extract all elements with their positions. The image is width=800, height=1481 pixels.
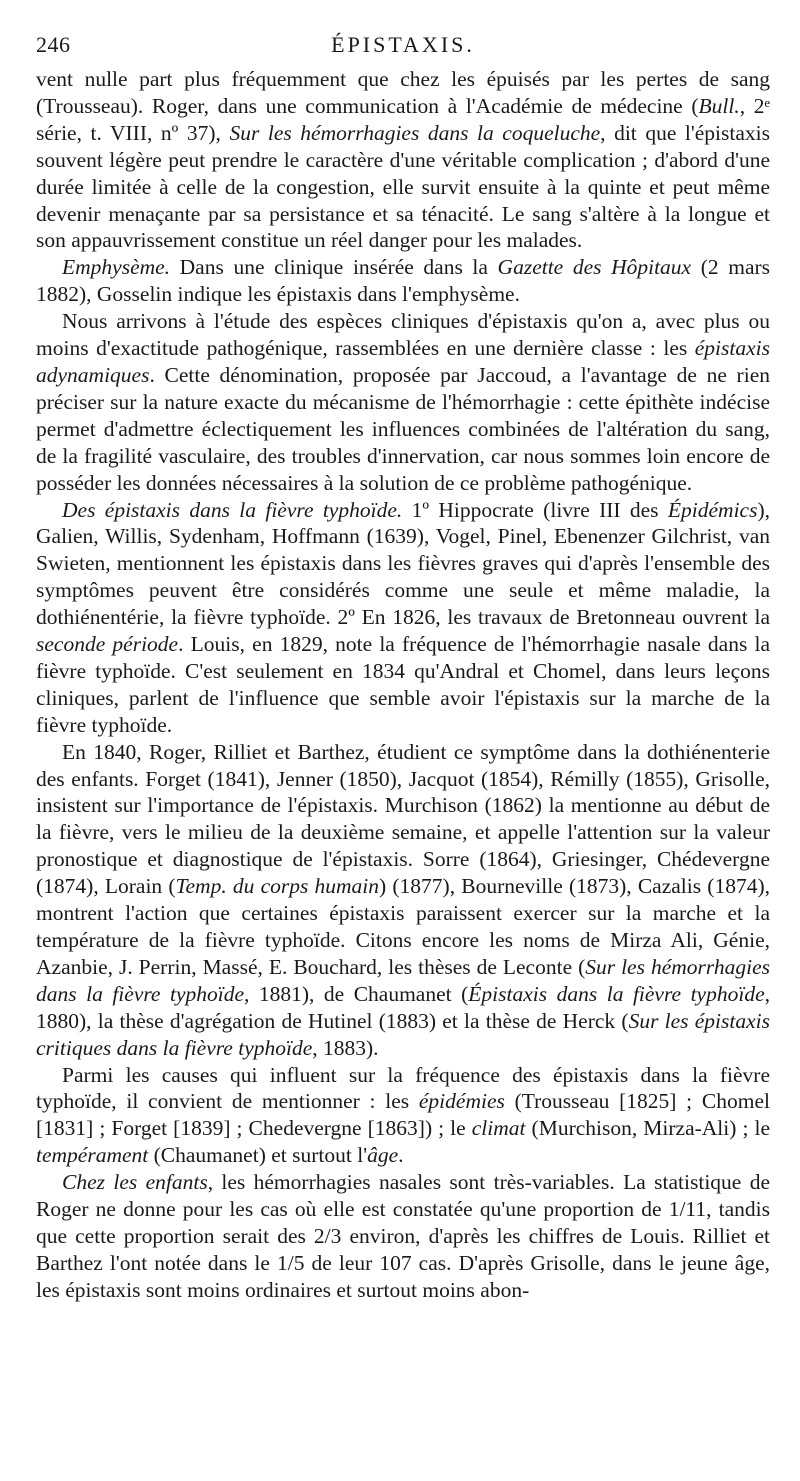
text-run: , 1881), de Chaumanet (	[244, 981, 469, 1006]
italic-text: épistaxis adynamiques	[36, 336, 770, 387]
paragraph	[36, 66, 770, 254]
text-run: vent nulle part plus fréquemment que chez les épuisés par les pertes de sang (Trousseau). Roger, dans une communication à l'Académie de médecine (	[36, 67, 770, 118]
italic-text: Épistaxis dans la fièvre typhoïde	[468, 981, 765, 1006]
italic-text: Sur les hémorrhagies dans la coqueluche	[229, 120, 601, 145]
italic-text: climat	[471, 1116, 526, 1141]
text-run: , 2ᵉ série, t. VIII, nº 37),	[36, 93, 770, 145]
text-run: Nous arrivons à l'étude des espèces cliniques d'épistaxis qu'on a, avec plus ou moins d'exactitude pathogénique, rassemblées en une dernière classe : les	[36, 309, 770, 361]
italic-text: épidémies	[418, 1089, 505, 1114]
paragraph	[36, 1062, 770, 1170]
paragraph	[36, 1169, 770, 1304]
text-run: (Murchison, Mirza-Ali) ; le	[525, 1116, 770, 1141]
text-run: (Chaumanet) et surtout l'	[148, 1143, 368, 1168]
text-run: . Louis, en 1829, note la fréquence de l'hémorrhagie nasale dans la fièvre typhoïde. C'est seulement en 1834 qu'Andral et Chomel, dans leurs leçons cliniques, parlent de l'influence que semble avoir l'épistaxis sur la marche de la fièvre typhoïde.	[36, 632, 771, 737]
italic-text: tempérament	[36, 1143, 149, 1168]
paragraph	[36, 308, 770, 496]
italic-text: Sur les épistaxis critiques dans la fièvre typhoïde	[36, 1008, 770, 1060]
italic-text: seconde période	[36, 632, 179, 657]
paragraph	[36, 739, 770, 1062]
body-text	[36, 66, 770, 1304]
running-title: ÉPISTAXIS.	[331, 32, 475, 57]
page-number: 246	[36, 32, 71, 57]
text-run: 1º Hippocrate (livre III des	[402, 497, 668, 522]
italic-text: Chez les enfants	[62, 1170, 208, 1195]
italic-text: Gazette des Hôpitaux	[497, 255, 692, 280]
text-run: Dans une clinique insérée dans la	[170, 255, 498, 280]
italic-text: Épidémics	[667, 497, 758, 522]
text-run: Parmi les causes qui influent sur la fréquence des épistaxis dans la fièvre typhoïde, il convient de mentionner : les	[36, 1062, 770, 1114]
text-run: . Cette dénomination, proposée par Jaccoud, a l'avantage de ne rien préciser sur la nature exacte du mécanisme de l'hémorrhagie : cette épithète indécise permet d'admettre éclectiquement les influences combinées de l'altération du sang, de la fragilité vasculaire, des troubles d'innervation, car nous sommes loin encore de posséder les données nécessaires à la solution de ce problème pathogénique.	[36, 362, 770, 495]
italic-text: Emphysème.	[62, 255, 171, 280]
italic-text: Des épistaxis dans la fièvre typhoïde.	[62, 497, 403, 522]
text-run: , 1883).	[312, 1035, 379, 1060]
italic-text: Sur les hémorrhagies dans la fièvre typhoïde	[36, 954, 770, 1006]
italic-text: âge	[367, 1143, 399, 1168]
paragraph	[36, 497, 770, 739]
italic-text: Temp. du corps humain	[175, 874, 380, 899]
italic-text: Bull.	[698, 93, 740, 118]
text-run: (Trousseau [1825] ; Chomel [1831] ; Forget [1839] ; Chedevergne [1863]) ; le	[36, 1089, 770, 1141]
text-run: En 1840, Roger, Rilliet et Barthez, étudient ce symptôme dans la dothiénenterie des enfants. Forget (1841), Jenner (1850), Jacquot (1854), Rémilly (1855), Grisolle, insistent sur l'importance de l'épistaxis. Murchison (1862) la mentionne au début de la fièvre, vers le milieu de la deuxième semaine, et appelle l'attention sur la valeur pronostique et diagnostique de l'épistaxis. Sorre (1864), Griesinger, Chédevergne (1874), Lorain (	[36, 739, 770, 899]
text-run: .	[398, 1143, 404, 1168]
text-run: (2 mars 1882), Gosselin indique les épistaxis dans l'emphysème.	[36, 255, 771, 307]
paragraph	[36, 254, 770, 308]
text-run: ) (1877), Bourneville (1873), Cazalis (1874), montrent l'action que certaines épistaxis paraissent exercer sur la marche et la température de la fièvre typhoïde. Citons encore les noms de Mirza Ali, Génie, Azanbie, J. Perrin, Massé, E. Bouchard, les thèses de Leconte (	[36, 874, 770, 979]
text-run: , les hémorrhagies nasales sont très-variables. La statistique de Roger ne donne pour les cas où elle est constatée qu'une proportion de 1/11, tandis que cette proportion serait des 2/3 environ, d'après les chiffres de Louis. Rilliet et Barthez l'ont notée dans le 1/5 de leur 107 cas. D'après Grisolle, dans le jeune âge, les épistaxis sont moins ordinaires et surtout moins abon-	[36, 1170, 770, 1302]
text-run: ), Galien, Willis, Sydenham, Hoffmann (1639), Vogel, Pinel, Ebenenzer Gilchrist, van Swieten, mentionnent les épistaxis dans les fièvres graves qui d'après l'ensemble des symptômes peuvent être considérés comme une seule et même maladie, la dothiénentérie, la fièvre typhoïde. 2º En 1826, les travaux de Bretonneau ouvrent la	[36, 497, 770, 630]
text-run: , 1880), la thèse d'agrégation de Hutinel (1883) et la thèse de Herck (	[36, 981, 770, 1033]
page-header	[36, 28, 770, 66]
text-run: , dit que l'épistaxis souvent légère peut prendre le caractère d'une véritable complication ; d'abord d'une durée limitée à celle de la congestion, elle survit ensuite à la quinte et peut même devenir menaçante par sa persistance et sa ténacité. Le sang s'altère à la longue et son appauvrissement constitue un réel danger pour les malades.	[36, 120, 770, 253]
